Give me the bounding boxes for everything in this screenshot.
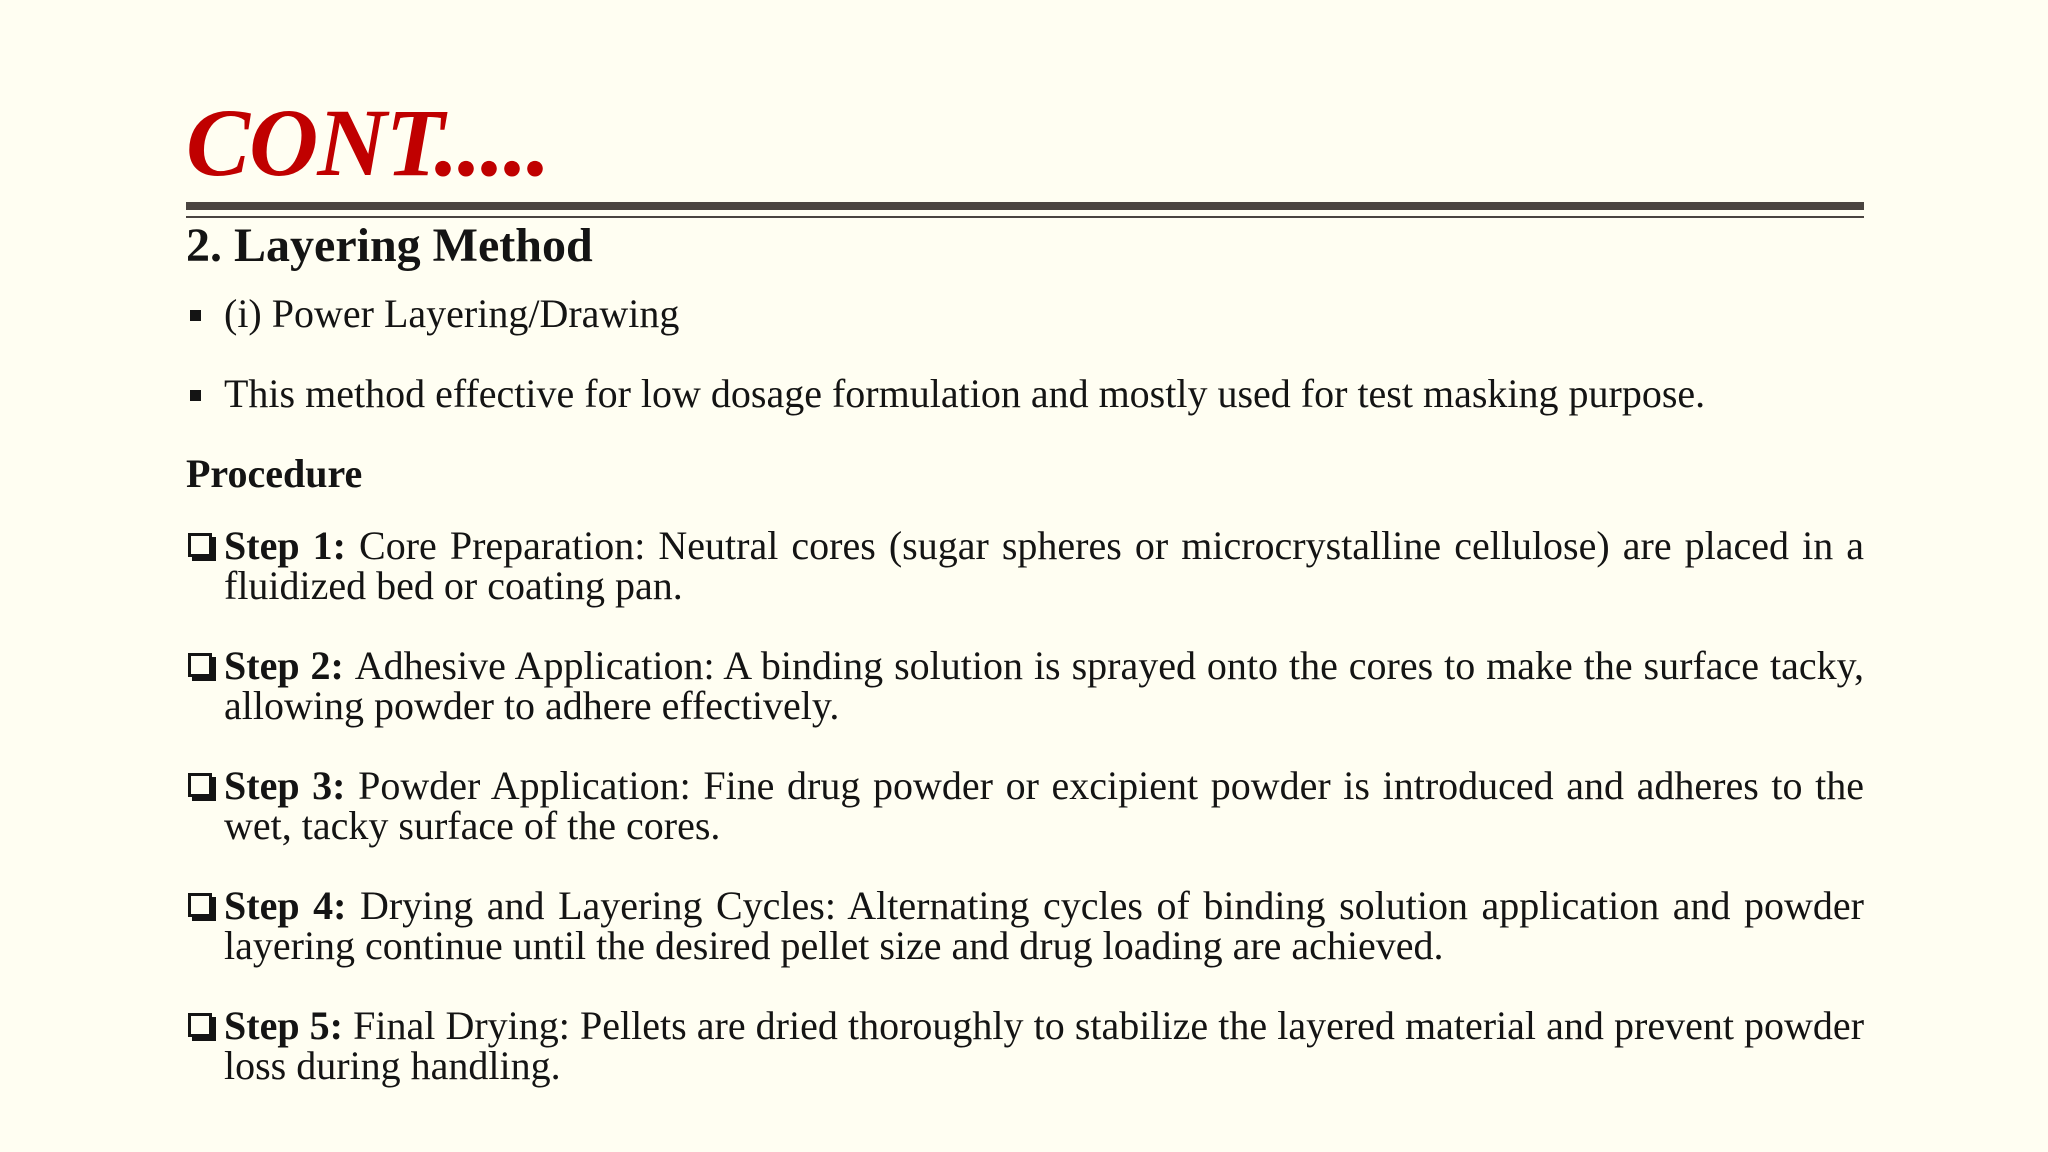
procedure-heading: Procedure: [186, 451, 363, 496]
section-subtitle: 2. Layering Method: [186, 219, 593, 272]
slide-title: CONT.....: [186, 89, 550, 196]
step-item: [186, 1003, 1865, 1088]
checkbox-icon: [188, 533, 212, 557]
step-item: [186, 763, 1864, 848]
bullet-text: This method effective for low dosage formulation and mostly used for test masking purpose.: [224, 371, 1706, 416]
step-text: Drying and Layering Cycles: Alternating cycles of binding solution application and powder layering continue until the desired pellet size and drug loading are achieved.: [224, 883, 1864, 968]
checkbox-icon: [188, 1013, 212, 1037]
step-text: Powder Application: Fine drug powder or excipient powder is introduced and adheres to the wet, tacky surface of the cores.: [224, 763, 1864, 848]
step-text: Core Preparation: Neutral cores (sugar spheres or microcrystalline cellulose) are placed in a fluidized bed or coating pan.: [224, 523, 1865, 608]
checkbox-icon: [188, 893, 212, 917]
bullet-item: [186, 290, 1864, 338]
step-item: [186, 523, 1865, 608]
step-label: Step 4:: [224, 883, 360, 928]
step-text: Final Drying: Pellets are dried thoroughly to stabilize the layered material and prevent powder loss during handling.: [224, 1003, 1865, 1088]
checkbox-icon: [188, 773, 212, 797]
step-label: Step 2:: [224, 643, 355, 688]
bullet-text: (i) Power Layering/Drawing: [224, 291, 680, 336]
step-label: Step 1:: [224, 523, 360, 568]
checkbox-icon: [188, 653, 212, 677]
square-bullet-icon: [190, 310, 201, 321]
square-bullet-icon: [190, 390, 201, 401]
slide-content: [186, 218, 1864, 1126]
title-divider-thick: [186, 202, 1864, 210]
bullet-item: [186, 370, 1864, 418]
step-label: Step 5:: [224, 1003, 354, 1048]
step-text: Adhesive Application: A binding solution is sprayed onto the cores to make the surface tacky, allowing powder to adhere effectively.: [224, 643, 1864, 728]
step-label: Step 3:: [224, 763, 359, 808]
step-item: [186, 883, 1864, 968]
bullet-list: [186, 290, 1864, 418]
step-item: [186, 643, 1864, 728]
step-list: [186, 523, 1865, 1088]
